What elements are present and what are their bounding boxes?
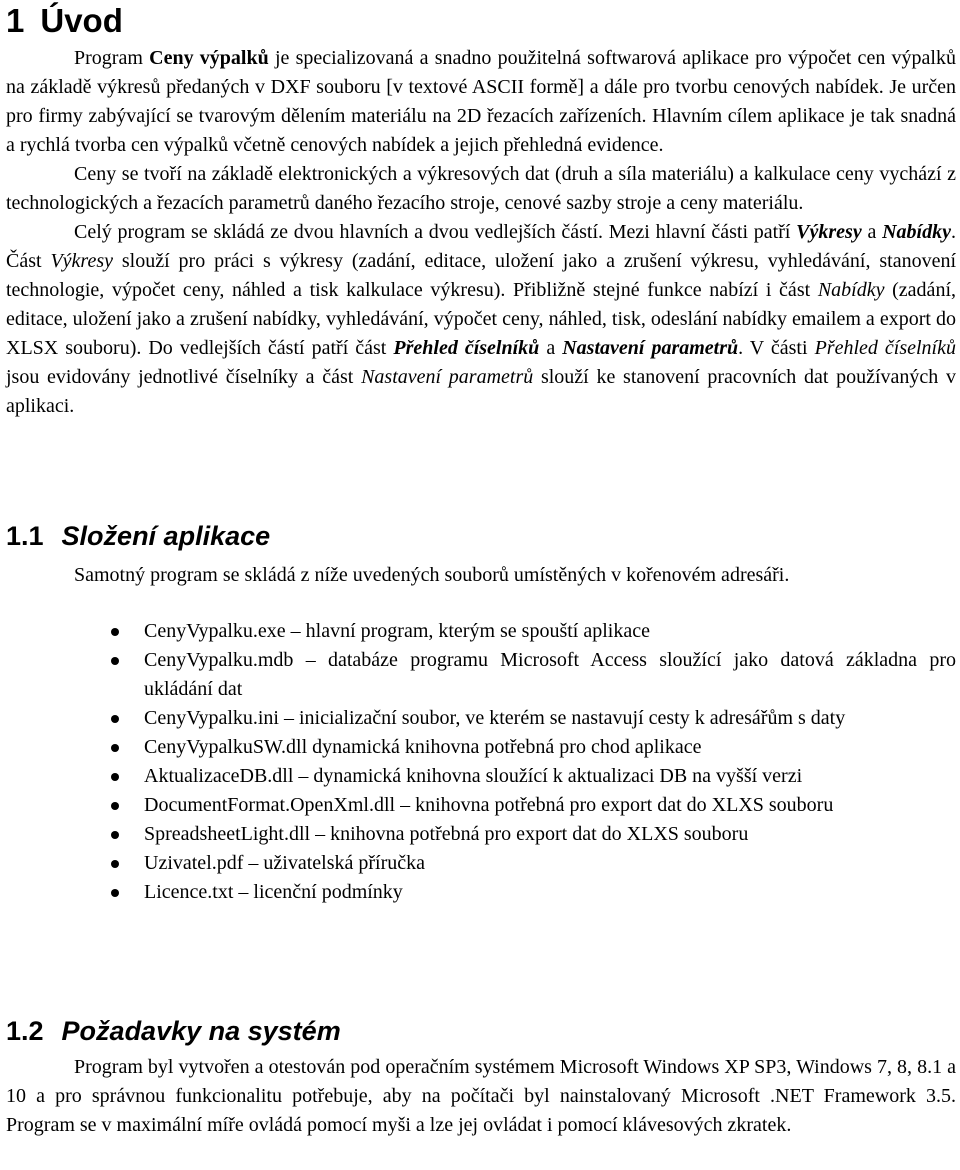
list-item-text: Uzivatel.pdf – uživatelská příručka: [144, 852, 425, 874]
intro-paragraph-1: [6, 44, 956, 160]
list-item-text: CenyVypalku.ini – inicializační soubor, ve kterém se nastavují cesty k adresářům s daty: [144, 707, 846, 729]
term-vykresy-italic: Výkresy: [50, 250, 114, 272]
app-name-bold: Ceny výpalků: [149, 47, 269, 69]
list-item: [6, 849, 956, 878]
heading-1-1-number: 1.1: [6, 521, 44, 551]
bullet-icon: [111, 657, 119, 665]
intro-paragraph-3: [6, 218, 956, 421]
term-nastaveni-parametru-bold: Nastavení parametrů: [562, 337, 739, 359]
bullet-icon: [111, 860, 119, 868]
heading-1-title: Úvod: [40, 2, 123, 39]
intro-p3-text-8: jsou evidovány jednotlivé číselníky a část: [6, 366, 362, 388]
heading-1-2-title: Požadavky na systém: [61, 1016, 341, 1046]
bullet-icon: [111, 773, 119, 781]
intro-section: [6, 44, 956, 421]
intro-p3-text-4: slouží pro práci s výkresy (zadání, editace, uložení jako a zrušení výkresu, vyhledávání, stanovení technologie, výpočet ceny, náhled a tisk kalkulace výkresu). Přibližně stejné funkce nabízí i část: [6, 250, 957, 301]
term-nabidky-bold: Nabídky: [882, 221, 951, 243]
heading-1-2-number: 1.2: [6, 1016, 44, 1046]
heading-1: [6, 2, 123, 40]
bullet-icon: [111, 628, 119, 636]
list-item: [6, 878, 956, 907]
bullet-icon: [111, 715, 119, 723]
list-item-text: CenyVypalku.exe – hlavní program, kterým se spouští aplikace: [144, 620, 650, 642]
intro-p1-text-2: je specializovaná a snadno použitelná softwarová aplikace pro výpočet cen výpalků na základě výkresů předaných v DXF souboru [v textové ASCII formě] a dále pro tvorbu cenových nabídek. Je určen pro firmy zabývající se tvarovým dělením materiálu na 2D řezacích zařízeních. Hlavním cílem aplikace je tak snadná a rychlá tvorba cen výpalků včetně cenových nabídek a jejich přehledná evidence.: [6, 47, 956, 156]
term-prehled-ciselniku-italic: Přehled číselníků: [814, 337, 956, 359]
bullet-icon: [111, 744, 119, 752]
list-item: [6, 820, 956, 849]
list-item-text: Licence.txt – licenční podmínky: [144, 881, 403, 903]
section-1-2-body-text: Program byl vytvořen a otestován pod operačním systémem Microsoft Windows XP SP3, Windows 7, 8, 8.1 a 10 a pro správnou funkcionalitu potřebuje, aby na počítači byl nainstalovaný Microsoft .NET Framework 3.5. Program se v maximální míře ovládá pomocí myši a lze jej ovládat i pomocí klávesových zkratek.: [6, 1056, 956, 1136]
list-item-text: SpreadsheetLight.dll – knihovna potřebná pro export dat do XLXS souboru: [144, 823, 749, 845]
bullet-icon: [111, 802, 119, 810]
list-item: [6, 646, 956, 704]
list-item: [6, 704, 956, 733]
term-prehled-ciselniku-bold: Přehled číselníků: [393, 337, 540, 359]
list-item-text: CenyVypalku.mdb – databáze programu Microsoft Access sloužící jako datová základna pro ukládání dat: [144, 649, 956, 700]
list-item-text: CenyVypalkuSW.dll dynamická knihovna potřebná pro chod aplikace: [144, 736, 702, 758]
heading-1-2: [6, 1016, 341, 1047]
intro-p3-text-7: . V části: [738, 337, 815, 359]
list-item-text: DocumentFormat.OpenXml.dll – knihovna potřebná pro export dat do XLXS souboru: [144, 794, 834, 816]
bullet-icon: [111, 889, 119, 897]
intro-p3-text-5: (zadání, editace, uložení jako a zrušení nabídky, vyhledávání, výpočet ceny, náhled, tisk, odeslání nabídky emailem a export do XLSX souboru). Do vedlejších částí patří část: [6, 279, 956, 359]
intro-p3-text-3: . Část: [6, 221, 956, 272]
intro-p3-text-9: slouží ke stanovení pracovních dat používaných v aplikaci.: [6, 366, 957, 417]
intro-p3-text-1: Celý program se skládá ze dvou hlavních a dvou vedlejších částí. Mezi hlavní části patří: [74, 221, 797, 243]
intro-paragraph-2: Ceny se tvoří na základě elektronických a výkresových dat (druh a síla materiálu) a kalkulace ceny vychází z technologických a řezacích parametrů daného řezacího stroje, cenové sazby stroje a ceny materiálu.: [6, 163, 956, 214]
list-item: [6, 733, 956, 762]
bullet-icon: [111, 831, 119, 839]
section-1-1-lead: [6, 561, 956, 590]
term-nabidky-italic: Nabídky: [817, 279, 885, 301]
heading-1-1-title: Složení aplikace: [61, 521, 271, 551]
intro-p1-text-1: Program: [74, 47, 150, 69]
heading-1-number: 1: [6, 2, 25, 39]
intro-p3-text-6: a: [539, 337, 563, 359]
term-nastaveni-parametru-italic: Nastavení parametrů: [361, 366, 534, 388]
list-item: [6, 791, 956, 820]
list-item-text: AktualizaceDB.dll – dynamická knihovna sloužící k aktualizaci DB na vyšší verzi: [144, 765, 803, 787]
intro-p3-text-2: a: [861, 221, 883, 243]
heading-1-1: [6, 521, 270, 552]
file-list: [6, 617, 956, 907]
term-vykresy-bold: Výkresy: [796, 221, 862, 243]
section-1-2-body: [6, 1053, 956, 1140]
list-item: [6, 617, 956, 646]
list-item: [6, 762, 956, 791]
section-1-1-lead-text: Samotný program se skládá z níže uvedených souborů umístěných v kořenovém adresáři.: [74, 564, 790, 586]
